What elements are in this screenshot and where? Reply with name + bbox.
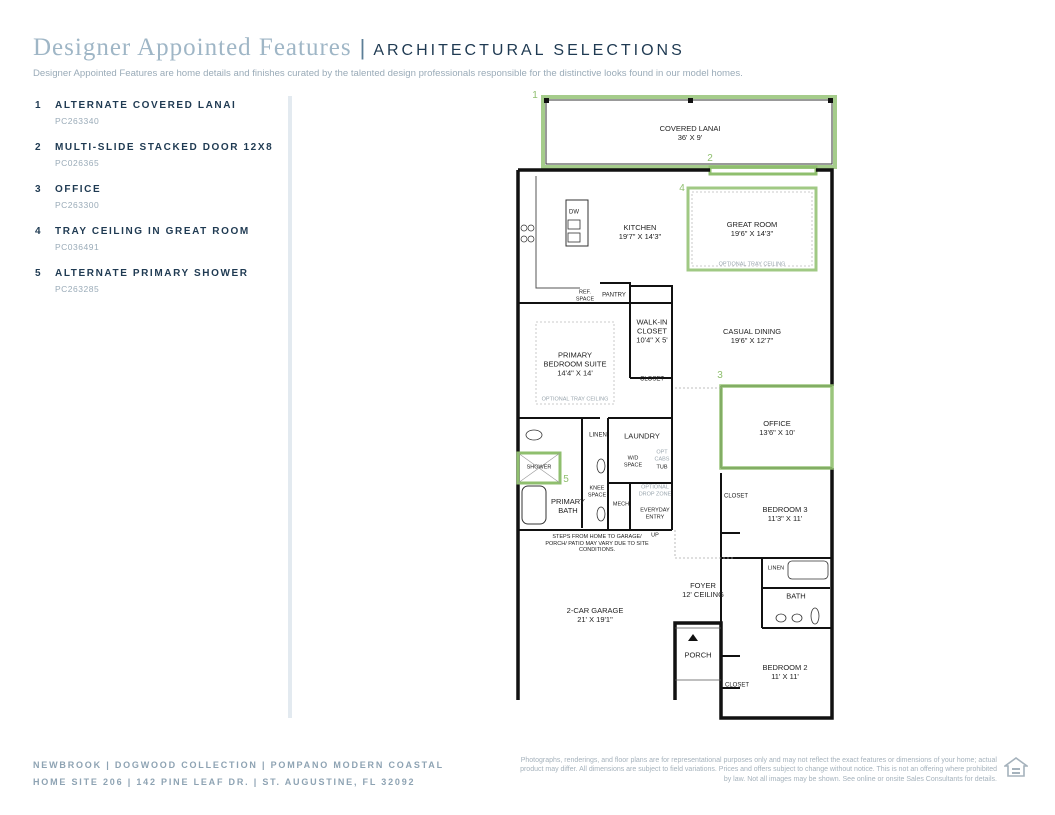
laundry-label: LAUNDRY [624, 431, 660, 441]
sink [568, 233, 580, 242]
everyday-entry-label: EVERYDAY ENTRY [640, 507, 670, 520]
tub-label: TUB [656, 464, 668, 471]
kitchen-label: KITCHEN 19'7" X 14'3" [618, 223, 662, 241]
footer-address [33, 760, 444, 794]
bath-linen-label: LINEN [767, 565, 785, 572]
dishwasher-label: DW [569, 209, 579, 216]
bedroom2-closet-label: CLOSET [724, 682, 750, 689]
sink-bowl [597, 459, 605, 473]
feature-name: TRAY CEILING IN GREAT ROOM [55, 226, 250, 237]
up-label: UP [651, 532, 659, 539]
feature-item [35, 184, 275, 210]
vertical-divider [288, 96, 292, 718]
lanai-post [688, 98, 693, 103]
feature-code: PC263300 [55, 200, 100, 210]
bedroom2-label: BEDROOM 2 11' X 11' [762, 663, 808, 681]
marker-3: 3 [717, 370, 723, 381]
great-room-tray-note: OPTIONAL TRAY CEILING [718, 261, 786, 268]
tub [522, 486, 546, 524]
lanai-post [828, 98, 833, 103]
feature-name: OFFICE [55, 184, 102, 195]
feature-item [35, 268, 275, 294]
feature-list [35, 100, 275, 310]
porch-label: PORCH [684, 650, 712, 660]
mech-label: MECH [612, 501, 630, 508]
feature-code: PC026365 [55, 158, 100, 168]
feature-code: PC263340 [55, 116, 100, 126]
walkin-closet-label: WALK-IN CLOSET 10'4" X 5' [636, 317, 668, 345]
equal-housing-icon [1004, 757, 1028, 783]
footer-line-1: NEWBROOK | DOGWOOD COLLECTION | POMPANO MODERN COASTAL [33, 760, 444, 770]
steps-note: STEPS FROM HOME TO GARAGE/ PORCH/ PATIO MAY VARY DUE TO SITE CONDITIONS. [545, 534, 649, 554]
primary-bath-label: PRIMARY BATH [550, 497, 586, 515]
feature-number: 1 [35, 100, 43, 111]
casual-dining-label: CASUAL DINING 19'6" X 12'7" [722, 327, 782, 345]
knee-space-label: KNEE SPACE [587, 485, 607, 498]
stacked-door-highlight [710, 167, 816, 174]
floor-plan [500, 88, 850, 728]
drop-zone-label: OPTIONAL DROP ZONE [638, 484, 672, 497]
entry-arrow-icon [688, 634, 698, 641]
wd-space-label: W/D SPACE [623, 455, 643, 468]
feature-name: ALTERNATE PRIMARY SHOWER [55, 268, 249, 279]
closet-label: CLOSET [639, 376, 665, 383]
lanai-post [544, 98, 549, 103]
section-title: ARCHITECTURAL SELECTIONS [373, 42, 685, 59]
page-header [33, 34, 1033, 79]
feature-item [35, 100, 275, 126]
bedroom3-label: BEDROOM 3 11'3" X 11' [762, 505, 808, 523]
page-subtitle: Designer Appointed Features are home details and finishes curated by the talented design professionals responsible for the distinctive looks found in our model homes. [33, 68, 743, 79]
footer-line-2: HOME SITE 206 | 142 PINE LEAF DR. | ST. AUGUSTINE, FL 32092 [33, 777, 416, 787]
title-separator: | [359, 35, 366, 60]
shower-label: SHOWER [526, 464, 552, 471]
opt-cabs-label: OPT CABS [654, 449, 670, 462]
sink-bowl [597, 507, 605, 521]
bath-toilet [811, 608, 819, 624]
great-room-label: GREAT ROOM 19'6" X 14'3" [726, 220, 778, 238]
marker-1: 1 [532, 90, 538, 101]
foyer-label: FOYER 12' CEILING [682, 581, 724, 599]
ref-space-label: REF. SPACE [575, 289, 595, 302]
feature-number: 5 [35, 268, 43, 279]
feature-code: PC263285 [55, 284, 100, 294]
toilet [526, 430, 542, 440]
office-label: OFFICE 13'6" X 10' [759, 419, 795, 437]
feature-code: PC036491 [55, 242, 100, 252]
feature-number: 4 [35, 226, 43, 237]
lanai-label: COVERED LANAI 36' X 9' [659, 124, 721, 142]
cooktop-burner [528, 236, 534, 242]
disclaimer: Photographs, renderings, and floor plans are for representational purposes only and may not reflect the exact features or dimensions of your home; actual product may differ. All dimensions are subject to field variations. Prices and offers subject to change without notice. This is not an offering where prohibited by law. Not all images may be shown. See online or onsite Sales Consultants for details. [520, 757, 997, 783]
cooktop-burner [528, 225, 534, 231]
page-title: Designer Appointed Features [33, 34, 352, 61]
primary-suite-label: PRIMARY BEDROOM SUITE 14'4" X 14' [543, 350, 607, 378]
bedroom3-closet-label: CLOSET [723, 493, 749, 500]
feature-name: MULTI-SLIDE STACKED DOOR 12X8 [55, 142, 274, 153]
bath-sink [792, 614, 802, 622]
feature-number: 2 [35, 142, 43, 153]
kitchen-island [566, 200, 588, 246]
feature-item [35, 226, 275, 252]
sink [568, 220, 580, 229]
exterior-walls [518, 170, 832, 718]
marker-2: 2 [707, 153, 713, 164]
cooktop-burner [521, 236, 527, 242]
marker-4: 4 [679, 183, 685, 194]
kitchen-counter [536, 176, 580, 288]
feature-number: 3 [35, 184, 43, 195]
cooktop-burner [521, 225, 527, 231]
title-row [33, 34, 1033, 62]
pantry-label: PANTRY [602, 292, 626, 299]
bath-label: BATH [786, 591, 806, 601]
bath-tub [788, 561, 828, 579]
primary-tray-note: OPTIONAL TRAY CEILING [541, 396, 609, 403]
floor-plan-drawing [500, 88, 850, 728]
feature-name: ALTERNATE COVERED LANAI [55, 100, 237, 111]
linen-label: LINEN [589, 432, 607, 439]
garage-label: 2-CAR GARAGE 21' X 19'1" [566, 606, 624, 624]
bath-sink [776, 614, 786, 622]
marker-5: 5 [563, 474, 569, 485]
feature-item [35, 142, 275, 168]
